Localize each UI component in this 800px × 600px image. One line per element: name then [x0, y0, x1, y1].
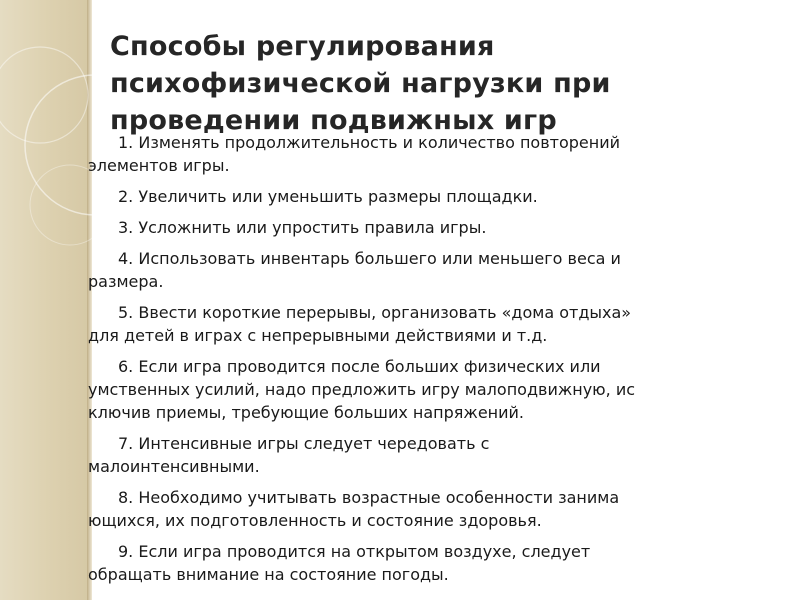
list-item-line: ключив приемы, требующие больших напряжений. — [88, 403, 524, 422]
list-item — [88, 355, 758, 424]
list-item-line: ющихся, их подготовленность и состояние здоровья. — [88, 511, 542, 530]
list-item — [88, 432, 758, 478]
slide-title-line: психофизической нагрузки при — [110, 68, 611, 99]
list-item-line: 7. Интенсивные игры следует чередовать с — [118, 434, 490, 453]
list-item-line: умственных усилий, надо предложить игру малоподвижную, ис — [88, 380, 636, 399]
slide-title — [110, 28, 750, 139]
list-item-line: обращать внимание на состояние погоды. — [88, 565, 449, 584]
slide-title-line: проведении подвижных игр — [110, 105, 557, 136]
methods-list — [88, 131, 758, 594]
list-item-line: для детей в играх с непрерывными действиями и т.д. — [88, 326, 548, 345]
list-item — [88, 216, 758, 239]
list-item-line: размера. — [88, 272, 164, 291]
list-item — [88, 131, 758, 177]
list-item-line: 4. Использовать инвентарь большего или меньшего веса и — [118, 249, 621, 268]
list-item-line: 6. Если игра проводится после больших физических или — [118, 357, 601, 376]
list-item — [88, 185, 758, 208]
list-item-line: 5. Ввести короткие перерывы, организовать «дома отдыха» — [118, 303, 632, 322]
list-item — [88, 540, 758, 586]
list-item-line: 2. Увеличить или уменьшить размеры площадки. — [118, 187, 538, 206]
list-item-line: 9. Если игра проводится на открытом воздухе, следует — [118, 542, 591, 561]
list-item — [88, 301, 758, 347]
list-item-line: малоинтенсивными. — [88, 457, 260, 476]
list-item — [88, 247, 758, 293]
list-item-line: элементов игры. — [88, 156, 230, 175]
list-item-line: 8. Необходимо учитывать возрастные особенности занима — [118, 488, 620, 507]
slide-title-line: Способы регулирования — [110, 31, 495, 62]
list-item-line: 3. Усложнить или упростить правила игры. — [118, 218, 487, 237]
list-item-line: 1. Изменять продолжительность и количество повторений — [118, 133, 620, 152]
list-item — [88, 486, 758, 532]
